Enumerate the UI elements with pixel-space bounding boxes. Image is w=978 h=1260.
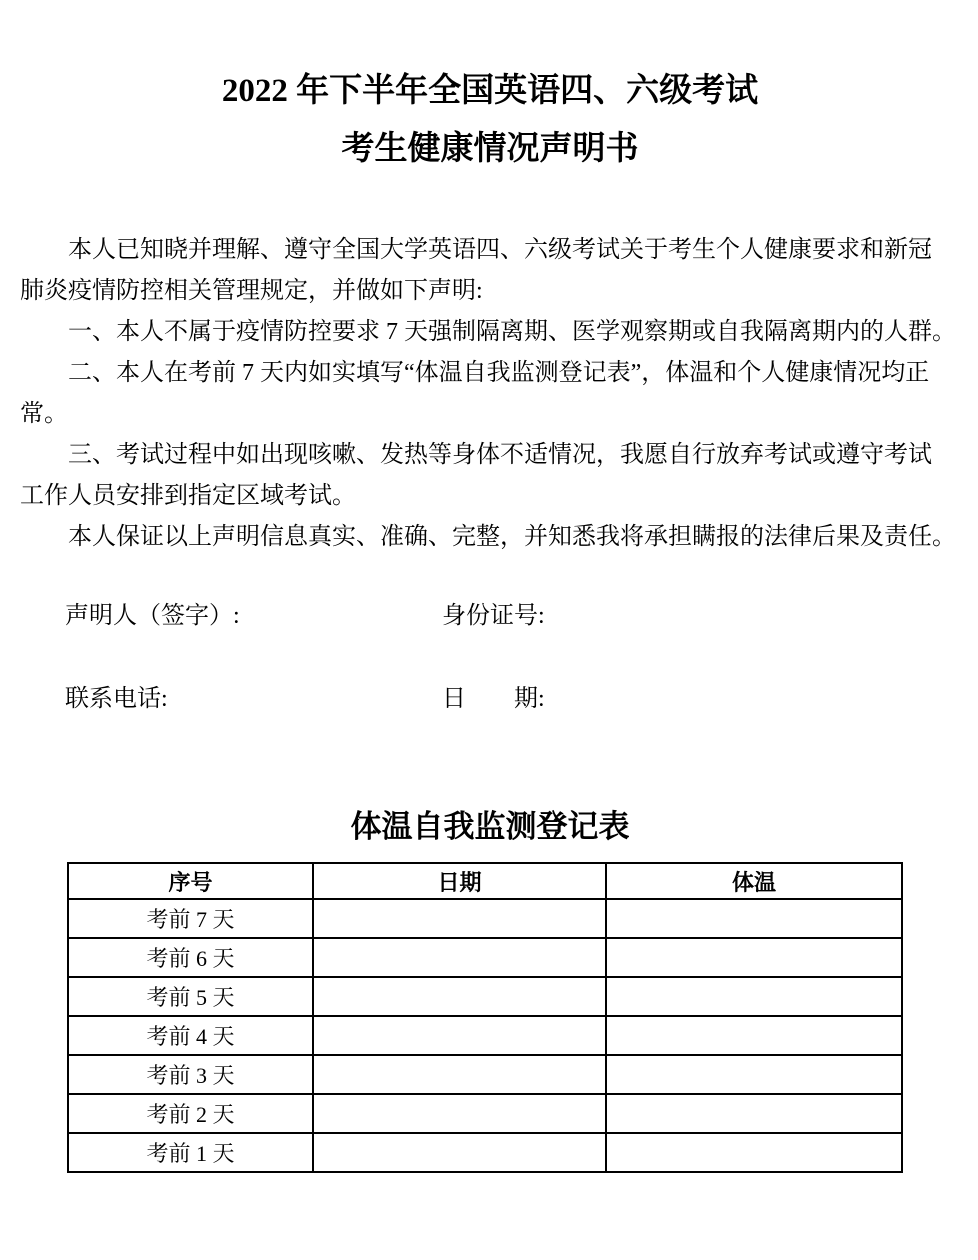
temperature-cell: [606, 977, 902, 1016]
date-cell: [313, 977, 606, 1016]
signature-section: [20, 596, 960, 720]
row-label-cell: 考前 4 天: [68, 1016, 313, 1055]
row-label-cell: 考前 7 天: [68, 899, 313, 938]
signature-row-2: [20, 679, 960, 720]
column-header-seq: 序号: [68, 863, 313, 899]
column-header-temperature: 体温: [606, 863, 902, 899]
table-row: [68, 1016, 902, 1055]
declaration-intro-line: 肺炎疫情防控相关管理规定，并做如下声明:: [20, 278, 483, 304]
date-cell: [313, 899, 606, 938]
date-label: 日 期:: [442, 686, 545, 712]
row-label-cell: 考前 3 天: [68, 1055, 313, 1094]
table-row: [68, 899, 902, 938]
column-header-date: 日期: [313, 863, 606, 899]
document-title-line2: 考生健康情况声明书: [341, 131, 639, 167]
declaration-body: [20, 230, 960, 558]
temperature-cell: [606, 938, 902, 977]
row-label-cell: 考前 2 天: [68, 1094, 313, 1133]
document-title-line1: 2022 年下半年全国英语四、六级考试: [221, 73, 759, 109]
row-label-cell: 考前 6 天: [68, 938, 313, 977]
table-row: [68, 1133, 902, 1172]
date-cell: [313, 1133, 606, 1172]
declaration-item-2: 常。: [20, 401, 68, 427]
table-row: [68, 1055, 902, 1094]
table-header-row: [68, 863, 902, 899]
phone-label: 联系电话:: [65, 686, 168, 712]
temperature-table-title: 体温自我监测登记表: [350, 809, 630, 844]
temperature-cell: [606, 899, 902, 938]
temperature-cell: [606, 1016, 902, 1055]
document-title: [20, 62, 960, 178]
table-row: [68, 1094, 902, 1133]
date-cell: [313, 938, 606, 977]
temperature-cell: [606, 1055, 902, 1094]
date-cell: [313, 1094, 606, 1133]
health-declaration-document: [0, 62, 978, 1173]
declaration-item-2: 二、本人在考前 7 天内如实填写“体温自我监测登记表”，体温和个人健康情况均正: [68, 360, 930, 386]
declaration-intro-line: 本人已知晓并理解、遵守全国大学英语四、六级考试关于考生个人健康要求和新冠: [68, 237, 932, 263]
date-cell: [313, 1016, 606, 1055]
declaration-item-3: 三、考试过程中如出现咳嗽、发热等身体不适情况，我愿自行放弃考试或遵守考试: [68, 442, 932, 468]
declaration-pledge: 本人保证以上声明信息真实、准确、完整，并知悉我将承担瞒报的法律后果及责任。: [68, 524, 956, 550]
temperature-table: [67, 862, 903, 1173]
declarant-signature-label: 声明人（签字）:: [65, 603, 240, 629]
table-row: [68, 938, 902, 977]
temperature-cell: [606, 1094, 902, 1133]
table-row: [68, 977, 902, 1016]
id-number-label: 身份证号:: [442, 603, 545, 629]
declaration-item-3: 工作人员安排到指定区域考试。: [20, 483, 356, 509]
temperature-cell: [606, 1133, 902, 1172]
row-label-cell: 考前 5 天: [68, 977, 313, 1016]
row-label-cell: 考前 1 天: [68, 1133, 313, 1172]
signature-row-1: [20, 596, 960, 637]
declaration-item-1: 一、本人不属于疫情防控要求 7 天强制隔离期、医学观察期或自我隔离期内的人群。: [68, 319, 956, 345]
date-cell: [313, 1055, 606, 1094]
